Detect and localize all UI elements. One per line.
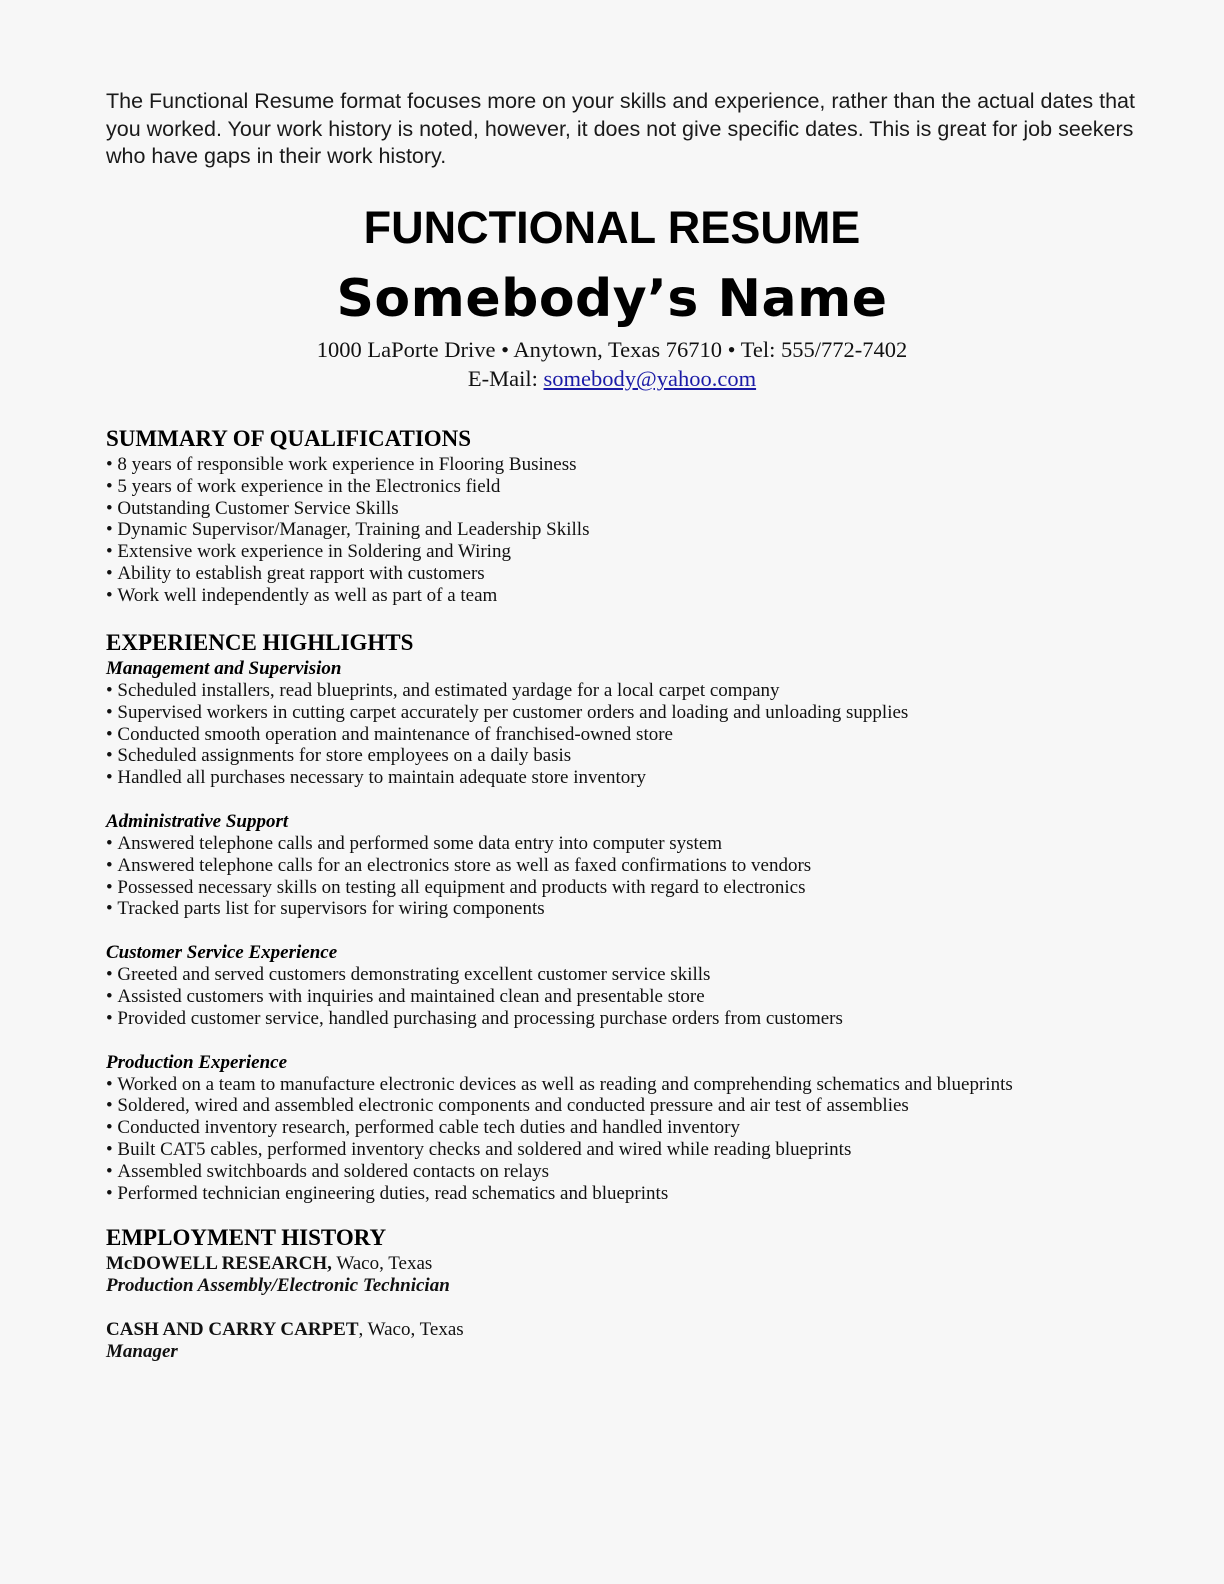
experience-item: • Built CAT5 cables, performed inventory checks and soldered and wired while reading blueprints <box>106 1139 1166 1161</box>
person-name: Somebody’s Name <box>336 269 888 329</box>
contact-address: 1000 LaPorte Drive • Anytown, Texas 76710 • Tel: 555/772-7402 <box>316 337 908 362</box>
experience-item: • Worked on a team to manufacture electronic devices as well as reading and comprehending schematics and blueprints <box>106 1074 1166 1096</box>
experience-group-administrative <box>106 811 1166 920</box>
job-title: Manager <box>106 1341 178 1362</box>
experience-item: • Possessed necessary skills on testing all equipment and products with regard to electronics <box>106 877 1166 899</box>
document-title: FUNCTIONAL RESUME <box>363 202 861 253</box>
job-entry <box>106 1319 1166 1363</box>
email-link[interactable]: somebody@yahoo.com <box>543 366 757 391</box>
job-company: McDOWELL RESEARCH, <box>106 1253 332 1274</box>
experience-list <box>106 1074 1166 1205</box>
job-location: , Waco, Texas <box>358 1319 464 1340</box>
experience-group-title: Production Experience <box>106 1051 288 1073</box>
experience-group-title: Customer Service Experience <box>106 942 338 964</box>
experience-item: • Tracked parts list for supervisors for wiring components <box>106 898 1166 920</box>
summary-list <box>106 454 1166 607</box>
experience-heading: EXPERIENCE HIGHLIGHTS <box>106 630 414 655</box>
summary-item: • Outstanding Customer Service Skills <box>106 498 1166 520</box>
summary-item: • 8 years of responsible work experience in Flooring Business <box>106 454 1166 476</box>
job-entry <box>106 1253 1166 1297</box>
experience-list <box>106 680 1166 789</box>
experience-group-management <box>106 658 1166 789</box>
experience-item: • Scheduled assignments for store employees on a daily basis <box>106 745 1166 767</box>
job-location: Waco, Texas <box>331 1253 433 1274</box>
experience-item: • Performed technician engineering duties, read schematics and blueprints <box>106 1183 1166 1205</box>
experience-item: • Conducted inventory research, performed cable tech duties and handled inventory <box>106 1117 1166 1139</box>
employment-heading: EMPLOYMENT HISTORY <box>106 1225 387 1250</box>
experience-item: • Handled all purchases necessary to maintain adequate store inventory <box>106 767 1166 789</box>
email-label: E-Mail: <box>467 366 544 391</box>
summary-item: • Extensive work experience in Soldering and Wiring <box>106 541 1166 563</box>
experience-item: • Assisted customers with inquiries and maintained clean and presentable store <box>106 986 1166 1008</box>
experience-item: • Soldered, wired and assembled electronic components and conducted pressure and air test of assemblies <box>106 1095 1166 1117</box>
experience-item: • Conducted smooth operation and maintenance of franchised-owned store <box>106 724 1166 746</box>
job-company: CASH AND CARRY CARPET <box>106 1319 359 1340</box>
experience-group-production <box>106 1052 1166 1205</box>
experience-item: • Assembled switchboards and soldered contacts on relays <box>106 1161 1166 1183</box>
summary-item: • Dynamic Supervisor/Manager, Training and Leadership Skills <box>106 519 1166 541</box>
contact-email-line <box>0 364 1224 394</box>
experience-group-title: Management and Supervision <box>106 658 342 679</box>
summary-item: • Work well independently as well as part of a team <box>106 585 1166 607</box>
summary-heading: SUMMARY OF QUALIFICATIONS <box>106 426 472 451</box>
experience-item: • Scheduled installers, read blueprints, and estimated yardage for a local carpet company <box>106 680 1166 702</box>
experience-section <box>106 628 1166 1204</box>
experience-group-customer-service <box>106 942 1166 1029</box>
experience-item: • Provided customer service, handled purchasing and processing purchase orders from customers <box>106 1008 1166 1030</box>
experience-item: • Answered telephone calls and performed some data entry into computer system <box>106 833 1166 855</box>
experience-item: • Supervised workers in cutting carpet accurately per customer orders and loading and unloading supplies <box>106 702 1166 724</box>
experience-item: • Greeted and served customers demonstrating excellent customer service skills <box>106 964 1166 986</box>
summary-item: • Ability to establish great rapport with customers <box>106 563 1166 585</box>
experience-list <box>106 964 1166 1029</box>
experience-group-title: Administrative Support <box>106 810 289 832</box>
job-title: Production Assembly/Electronic Technician <box>106 1275 450 1296</box>
experience-list <box>106 833 1166 920</box>
summary-item: • 5 years of work experience in the Electronics field <box>106 476 1166 498</box>
experience-item: • Answered telephone calls for an electronics store as well as faxed confirmations to vendors <box>106 855 1166 877</box>
intro-paragraph: The Functional Resume format focuses more on your skills and experience, rather than the actual dates that you worked. Your work history is noted, however, it does not give specific dates. This is great for job seekers who have gaps in their work history. <box>106 89 1135 168</box>
summary-section <box>106 424 1166 607</box>
employment-section <box>106 1223 1166 1363</box>
